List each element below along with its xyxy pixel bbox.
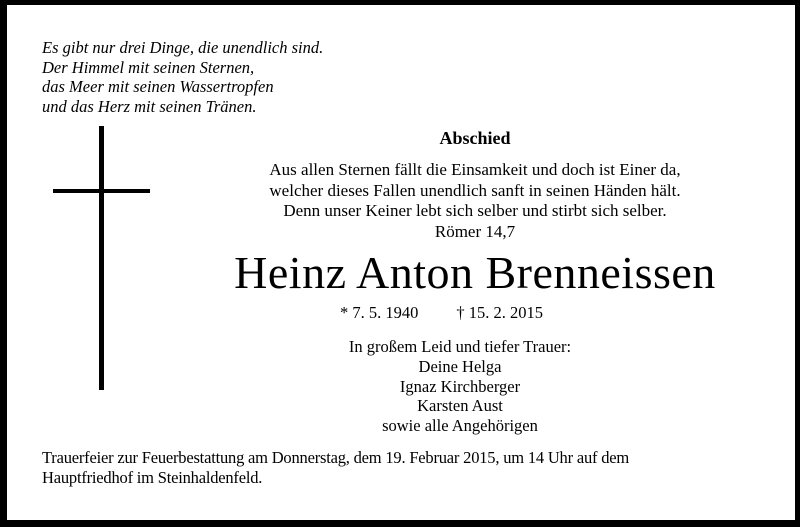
mourner-name: Karsten Aust	[417, 396, 503, 416]
mourner-name: Deine Helga	[418, 356, 502, 376]
quote-line: Aus allen Sternen fällt die Einsamkeit und doch ist Einer da,	[269, 160, 681, 179]
quote-line: Denn unser Keiner lebt sich selber und stirbt sich selber.	[283, 201, 667, 220]
cross-horizontal-bar	[53, 189, 150, 193]
funeral-line: Trauerfeier zur Feuerbestattung am Donnerstag, dem 19. Februar 2015, um 14 Uhr auf dem	[42, 448, 630, 467]
poem-line: Der Himmel mit seinen Sternen,	[42, 57, 255, 77]
cross-vertical-bar	[99, 126, 104, 390]
bible-quote	[200, 160, 750, 242]
funeral-line: Hauptfriedhof im Steinhaldenfeld.	[42, 468, 263, 487]
life-dates	[340, 303, 543, 323]
deceased-name: Heinz Anton Brenneissen	[234, 247, 716, 298]
mourners-intro: In großem Leid und tiefer Trauer:	[348, 337, 572, 356]
mourners	[300, 337, 620, 436]
poem-line: das Meer mit seinen Wassertropfen	[42, 77, 274, 96]
quote-source: Römer 14,7	[434, 221, 516, 241]
poem-line: Es gibt nur drei Dinge, die unendlich sind.	[42, 38, 324, 57]
birth-date: * 7. 5. 1940	[340, 303, 419, 322]
poem	[42, 38, 323, 116]
death-date: † 15. 2. 2015	[456, 303, 543, 322]
funeral-notice	[42, 448, 629, 488]
quote-line: welcher dieses Fallen unendlich sanft in seinen Händen hält.	[269, 180, 681, 200]
poem-line: und das Herz mit seinen Tränen.	[42, 96, 257, 116]
mourner-name: Ignaz Kirchberger	[399, 376, 521, 396]
mourner-name: sowie alle Angehörigen	[382, 416, 538, 436]
heading: Abschied	[439, 128, 511, 148]
